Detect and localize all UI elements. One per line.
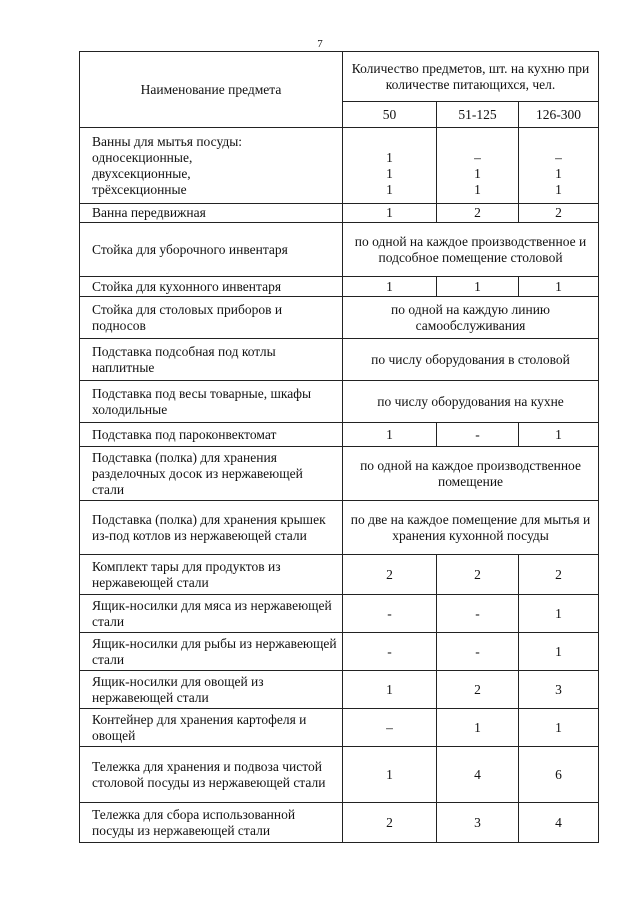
- value-51-125: 3: [437, 803, 519, 843]
- merged-value: по одной на каждое производственное помещение: [343, 447, 599, 501]
- item-name: Подставка под весы товарные, шкафы холодильные: [80, 381, 343, 423]
- header-quantity: Количество предметов, шт. на кухню при количестве питающихся, чел.: [343, 52, 599, 102]
- item-name: Ванны для мытья посуды: односекционные, двухсекционные, трёхсекционные: [80, 128, 343, 204]
- value-50: –: [343, 709, 437, 747]
- item-name: Подставка (полка) для хранения крышек из-под котлов из нержавеющей стали: [80, 501, 343, 555]
- value-51-125: -: [437, 595, 519, 633]
- page-number: 7: [317, 38, 323, 50]
- value-126-300: 2: [519, 555, 599, 595]
- value-126-300: 1: [519, 709, 599, 747]
- table-row: [80, 128, 599, 204]
- value-50: -: [343, 595, 437, 633]
- table-row: [80, 223, 599, 277]
- merged-value: по одной на каждую линию самообслуживания: [343, 297, 599, 339]
- item-name: Ящик-носилки для рыбы из нержавеющей стали: [80, 633, 343, 671]
- table-row: [80, 423, 599, 447]
- value-126-300: 6: [519, 747, 599, 803]
- item-name: Подставка (полка) для хранения разделочных досок из нержавеющей стали: [80, 447, 343, 501]
- item-name: Тележка для сбора использованной посуды из нержавеющей стали: [80, 803, 343, 843]
- value-126-300: 1: [519, 595, 599, 633]
- item-name: Стойка для столовых приборов и подносов: [80, 297, 343, 339]
- value-51-125: – 1 1: [437, 128, 519, 204]
- value-51-125: 4: [437, 747, 519, 803]
- value-126-300: 1: [519, 277, 599, 297]
- value-50: 2: [343, 803, 437, 843]
- header-group-50: 50: [343, 102, 437, 128]
- value-126-300: – 1 1: [519, 128, 599, 204]
- value-51-125: 1: [437, 277, 519, 297]
- value-51-125: -: [437, 423, 519, 447]
- item-name: Комплект тары для продуктов из нержавеющей стали: [80, 555, 343, 595]
- value-51-125: 2: [437, 555, 519, 595]
- item-name: Тележка для хранения и подвоза чистой столовой посуды из нержавеющей стали: [80, 747, 343, 803]
- header-group-51-125: 51-125: [437, 102, 519, 128]
- table-row: [80, 595, 599, 633]
- value-50: 1: [343, 277, 437, 297]
- merged-value: по числу оборудования на кухне: [343, 381, 599, 423]
- merged-value: по две на каждое помещение для мытья и хранения кухонной посуды: [343, 501, 599, 555]
- table-row: [80, 709, 599, 747]
- item-name: Стойка для кухонного инвентаря: [80, 277, 343, 297]
- item-name: Контейнер для хранения картофеля и овощей: [80, 709, 343, 747]
- value-126-300: 1: [519, 423, 599, 447]
- value-50: -: [343, 633, 437, 671]
- value-50: 1: [343, 747, 437, 803]
- item-name: Ящик-носилки для овощей из нержавеющей стали: [80, 671, 343, 709]
- value-126-300: 3: [519, 671, 599, 709]
- header-group-126-300: 126-300: [519, 102, 599, 128]
- value-50: 1: [343, 671, 437, 709]
- table-row: [80, 747, 599, 803]
- value-126-300: 4: [519, 803, 599, 843]
- table-row: [80, 555, 599, 595]
- merged-value: по одной на каждое производственное и подсобное помещение столовой: [343, 223, 599, 277]
- value-51-125: -: [437, 633, 519, 671]
- merged-value: по числу оборудования в столовой: [343, 339, 599, 381]
- table-row: [80, 633, 599, 671]
- value-50: 1 1 1: [343, 128, 437, 204]
- item-name: Подставка подсобная под котлы наплитные: [80, 339, 343, 381]
- table-row: [80, 339, 599, 381]
- value-51-125: 2: [437, 204, 519, 223]
- table-row: [80, 803, 599, 843]
- value-126-300: 1: [519, 633, 599, 671]
- table-row: [80, 381, 599, 423]
- value-51-125: 1: [437, 709, 519, 747]
- item-name: Ванна передвижная: [80, 204, 343, 223]
- item-name: Ящик-носилки для мяса из нержавеющей стали: [80, 595, 343, 633]
- table-row: [80, 501, 599, 555]
- equipment-table: [79, 51, 599, 843]
- table-row: [80, 671, 599, 709]
- header-item-name: Наименование предмета: [80, 52, 343, 128]
- value-126-300: 2: [519, 204, 599, 223]
- value-50: 2: [343, 555, 437, 595]
- item-name: Подставка под пароконвектомат: [80, 423, 343, 447]
- item-name: Стойка для уборочного инвентаря: [80, 223, 343, 277]
- value-51-125: 2: [437, 671, 519, 709]
- value-50: 1: [343, 423, 437, 447]
- value-50: 1: [343, 204, 437, 223]
- table-row: [80, 297, 599, 339]
- table-row: [80, 277, 599, 297]
- table-row: [80, 447, 599, 501]
- table-row: [80, 204, 599, 223]
